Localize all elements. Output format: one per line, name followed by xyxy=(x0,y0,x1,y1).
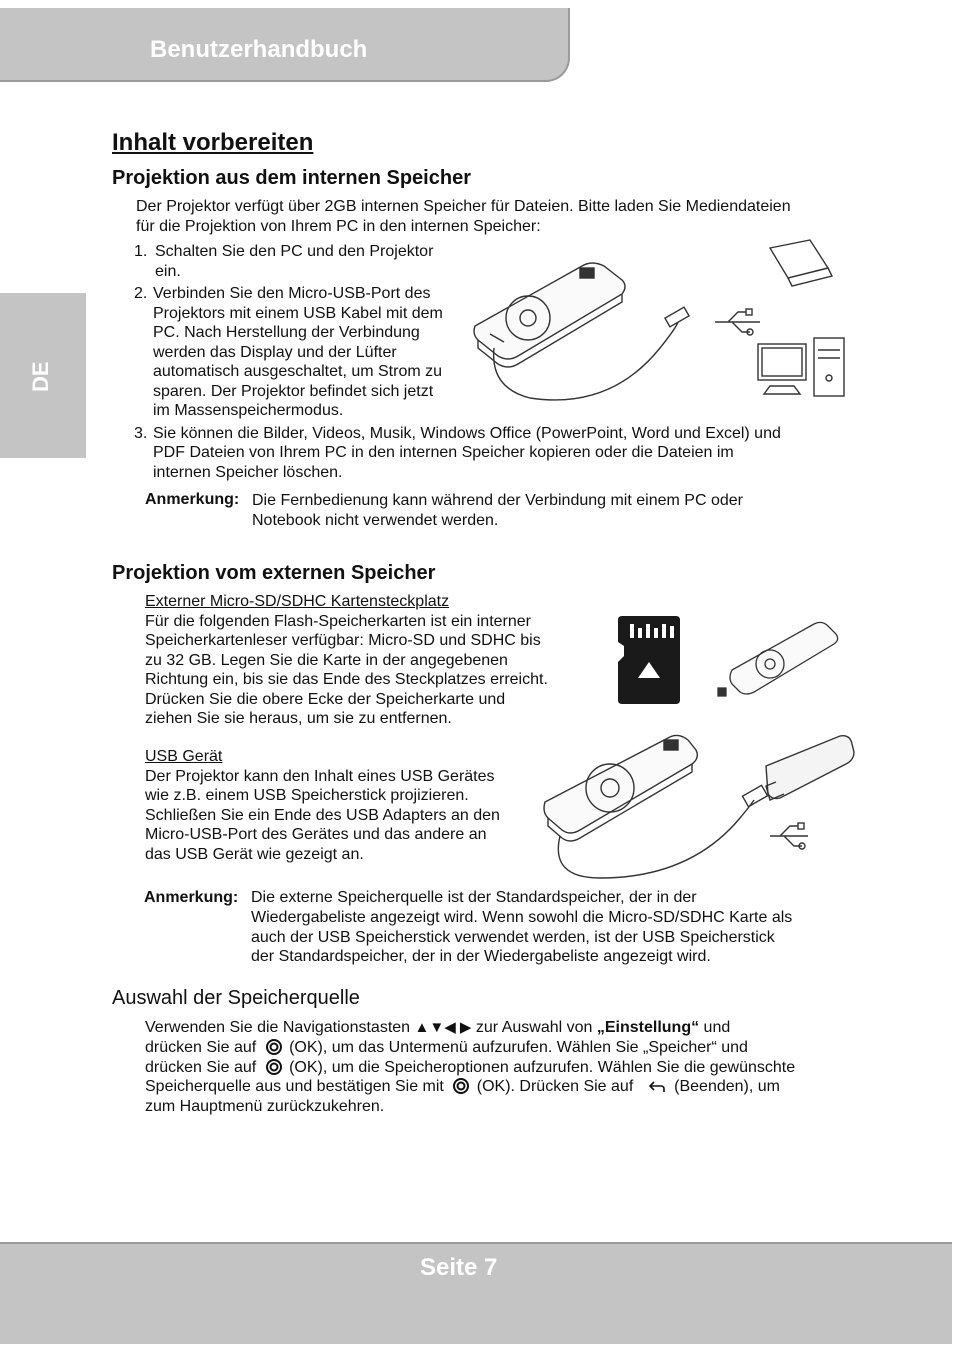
sd-line: Richtung ein, bis sie das Ende des Steckplatzes erreicht. xyxy=(145,671,548,688)
step-line: ein. xyxy=(155,263,181,280)
sd-card-illustration xyxy=(614,612,840,708)
usb-line: Micro-USB-Port des Gerätes und das andere an xyxy=(145,826,487,843)
usb-line: Der Projektor kann den Inhalt eines USB Gerätes xyxy=(145,768,495,785)
ok-button-icon xyxy=(453,1078,469,1094)
note-line: Wiedergabeliste angezeigt wird. Wenn sowohl die Micro-SD/SDHC Karte als xyxy=(251,909,793,926)
sd-slot-title: Externer Micro-SD/SDHC Kartensteckplatz xyxy=(145,593,450,610)
header-title: Benutzerhandbuch xyxy=(150,36,368,63)
source-line-1 xyxy=(145,1018,730,1038)
note-line: auch der USB Speicherstick verwendet werden, ist der USB Speicherstick xyxy=(251,929,775,946)
usb-device-title: USB Gerät xyxy=(145,748,223,765)
sd-line: zu 32 GB. Legen Sie die Karte in der angegebenen xyxy=(145,652,508,669)
source-line-3 xyxy=(145,1058,795,1078)
step-line: Sie können die Bilder, Videos, Musik, Windows Office (PowerPoint, Word und Excel) und xyxy=(153,425,781,442)
step-line: werden das Display und der Lüfter xyxy=(153,344,397,361)
step-line: Schalten Sie den PC und den Projektor xyxy=(155,243,434,260)
step-line: PDF Dateien von Ihrem PC in den internen Speicher kopieren oder die Dateien im xyxy=(153,444,734,461)
source-text: (OK), um die Speicheroptionen aufzurufen. Wählen Sie die gewünschte xyxy=(284,1059,796,1076)
source-text: drücken Sie auf xyxy=(145,1059,261,1076)
sd-line: Für die folgenden Flash-Speicherkarten ist ein interner xyxy=(145,613,531,630)
source-text: (Beenden), um xyxy=(669,1078,780,1095)
source-text: Verwenden Sie die Navigationstasten xyxy=(145,1019,415,1036)
source-line-4 xyxy=(145,1077,780,1097)
note-line: der Standardspeicher, der in der Wiedergabeliste angezeigt wird. xyxy=(251,948,711,965)
navigation-arrows-icon: ▲▼◀ ▶ xyxy=(414,1019,472,1036)
step-line: PC. Nach Herstellung der Verbindung xyxy=(153,324,420,341)
step-line: internen Speicher löschen. xyxy=(153,464,343,481)
projector-pc-illustration xyxy=(470,238,850,410)
step-line: sparen. Der Projektor befindet sich jetzt xyxy=(153,383,434,400)
ok-button-icon xyxy=(266,1039,282,1055)
source-text: drücken Sie auf xyxy=(145,1039,261,1056)
section-title-source: Auswahl der Speicherquelle xyxy=(112,987,360,1009)
step-number: 2. xyxy=(134,285,148,302)
source-text: (OK), um das Untermenü aufzurufen. Wählen Sie „Speicher“ und xyxy=(284,1039,748,1056)
source-line-2 xyxy=(145,1038,748,1058)
settings-menu-name: „Einstellung“ xyxy=(596,1019,700,1036)
usb-line: wie z.B. einem USB Speicherstick projizieren. xyxy=(145,787,469,804)
sd-line: ziehen Sie sie heraus, um sie zu entfernen. xyxy=(145,710,452,727)
source-text: Speicherquelle aus und bestätigen Sie mit xyxy=(145,1078,449,1095)
sd-line: Speicherkartenleser verfügbar: Micro-SD und SDHC bis xyxy=(145,632,541,649)
page-heading: Inhalt vorbereiten xyxy=(112,129,314,156)
internal-intro-line-1: Der Projektor verfügt über 2GB internen Speicher für Dateien. Bitte laden Sie Mediendateien xyxy=(136,198,791,215)
step-line: Verbinden Sie den Micro-USB-Port des xyxy=(153,285,431,302)
note-line: Die Fernbedienung kann während der Verbindung mit einem PC oder xyxy=(252,492,743,509)
note-line: Die externe Speicherquelle ist der Standardspeicher, der in der xyxy=(251,889,697,906)
sd-line: Drücken Sie die obere Ecke der Speicherkarte und xyxy=(145,691,506,708)
language-label: DE xyxy=(28,361,53,392)
usb-stick-illustration xyxy=(540,728,856,888)
internal-intro-line-2: für die Projektion von Ihrem PC in den internen Speicher: xyxy=(136,218,541,235)
usb-line: das USB Gerät wie gezeigt an. xyxy=(145,846,364,863)
step-number: 1. xyxy=(134,243,148,260)
note-line: Notebook nicht verwendet werden. xyxy=(252,512,499,529)
page-number: Seite 7 xyxy=(420,1254,498,1281)
return-icon xyxy=(648,1080,666,1094)
note-label: Anmerkung: xyxy=(145,491,240,508)
usb-line: Schließen Sie ein Ende des USB Adapters an den xyxy=(145,807,500,824)
ok-button-icon xyxy=(266,1059,282,1075)
source-text: zur Auswahl von xyxy=(471,1019,597,1036)
step-line: automatisch ausgeschaltet, um Strom zu xyxy=(153,363,443,380)
step-line: Projektors mit einem USB Kabel mit dem xyxy=(153,305,443,322)
source-text: und xyxy=(699,1019,731,1036)
step-number: 3. xyxy=(134,425,148,442)
section-title-internal: Projektion aus dem internen Speicher xyxy=(112,167,471,189)
step-line: im Massenspeichermodus. xyxy=(153,402,344,419)
source-line-5: zum Hauptmenü zurückzukehren. xyxy=(145,1098,385,1115)
source-text: (OK). Drücken Sie auf xyxy=(472,1078,638,1095)
note-label: Anmerkung: xyxy=(144,889,239,906)
section-title-external: Projektion vom externen Speicher xyxy=(112,562,436,584)
